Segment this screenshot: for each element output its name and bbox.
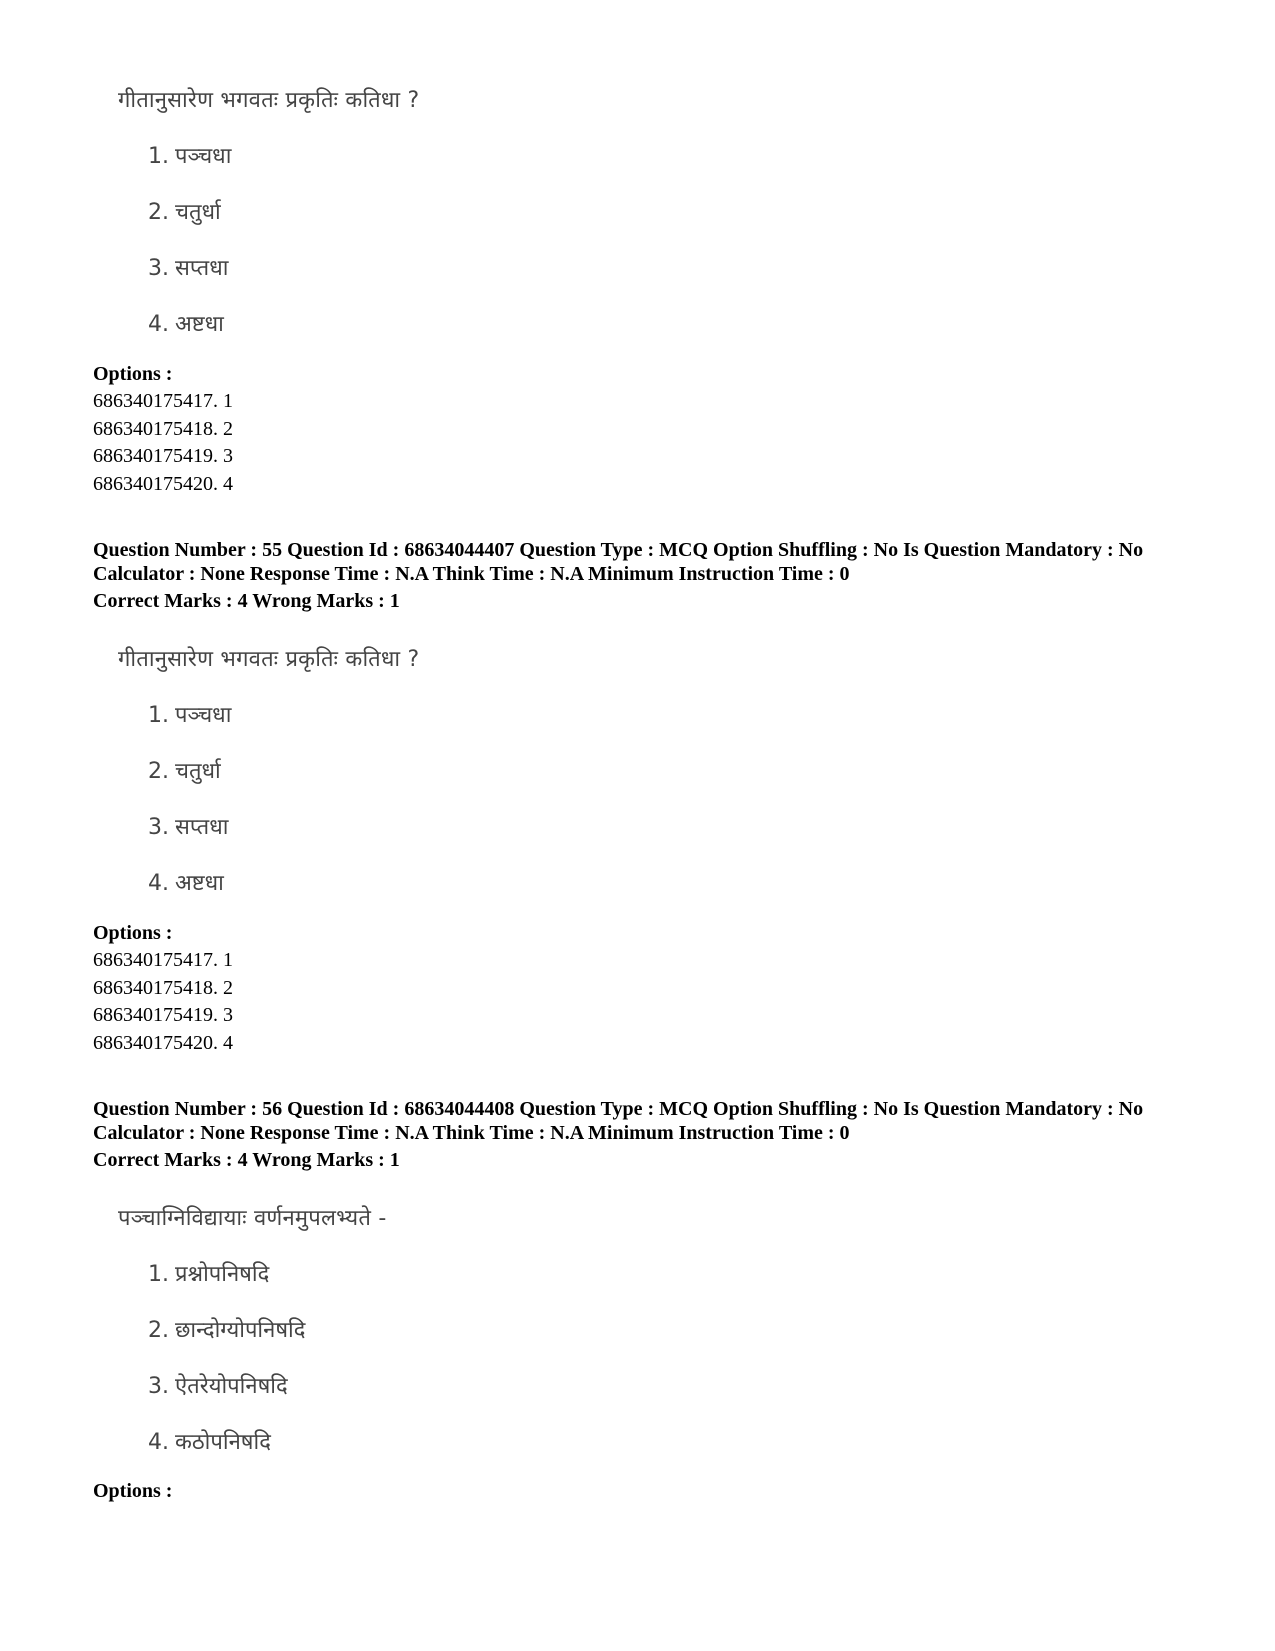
question-text: गीतानुसारेण भगवतः प्रकृतिः कतिधा ? [118,88,420,113]
choice-number: 1. [148,1262,169,1287]
option-id-line: 686340175417. 1 [93,390,233,412]
choice-text: पञ्चधा [175,703,232,728]
choice-text: ऐतरेयोपनिषदि [175,1374,288,1399]
question-meta: Question Number : 56 Question Id : 68634044408 Question Type : MCQ Option Shuffling : No Is Question Mandatory : No Calculator : None Response Time : N.A Think Time : N.A Minimum Instruction Time : 0 [93,1098,1144,1144]
choice-item [148,140,231,170]
choice-text: अष्टधा [175,871,224,896]
options-label: Options : [93,363,173,385]
question-meta: Question Number : 55 Question Id : 68634044407 Question Type : MCQ Option Shuffling : No Is Question Mandatory : No Calculator : None Response Time : N.A Think Time : N.A Minimum Instruction Time : 0 [93,539,1144,585]
choice-item [148,252,228,282]
choice-number: 3. [148,815,169,840]
choice-text: प्रश्नोपनिषदि [175,1262,270,1287]
choice-item [148,699,231,729]
choice-text: कठोपनिषदि [175,1430,271,1455]
choice-number: 2. [148,200,169,225]
choice-item [148,1258,269,1288]
option-id-line: 686340175419. 3 [93,445,233,467]
choice-item [148,308,224,338]
choice-text: अष्टधा [175,312,224,337]
choice-item [148,196,221,226]
choice-text: सप्तधा [175,256,229,281]
choice-number: 3. [148,1374,169,1399]
choice-number: 1. [148,703,169,728]
choice-text: छान्दोग्योपनिषदि [175,1318,306,1343]
choice-number: 4. [148,1430,169,1455]
option-id-line: 686340175419. 3 [93,1004,233,1026]
choice-item [148,867,224,897]
choice-number: 3. [148,256,169,281]
choice-number: 4. [148,312,169,337]
choice-item [148,811,228,841]
marks-line: Correct Marks : 4 Wrong Marks : 1 [93,590,400,612]
choice-item [148,1426,271,1456]
option-id-line: 686340175417. 1 [93,949,233,971]
choice-item [148,755,221,785]
option-id-line: 686340175418. 2 [93,977,233,999]
option-id-line: 686340175420. 4 [93,1032,233,1054]
options-label: Options : [93,1480,173,1502]
option-id-line: 686340175420. 4 [93,473,233,495]
choice-number: 1. [148,144,169,169]
choice-item [148,1314,305,1344]
choice-number: 2. [148,759,169,784]
choice-text: चतुर्धा [175,200,221,225]
options-label: Options : [93,922,173,944]
choice-item [148,1370,288,1400]
question-text: गीतानुसारेण भगवतः प्रकृतिः कतिधा ? [118,647,420,672]
option-id-line: 686340175418. 2 [93,418,233,440]
question-text: पञ्चाग्निविद्यायाः वर्णनमुपलभ्यते - [118,1206,387,1231]
choice-text: सप्तधा [175,815,229,840]
marks-line: Correct Marks : 4 Wrong Marks : 1 [93,1149,400,1171]
choice-text: चतुर्धा [175,759,221,784]
choice-number: 2. [148,1318,169,1343]
choice-text: पञ्चधा [175,144,232,169]
choice-number: 4. [148,871,169,896]
